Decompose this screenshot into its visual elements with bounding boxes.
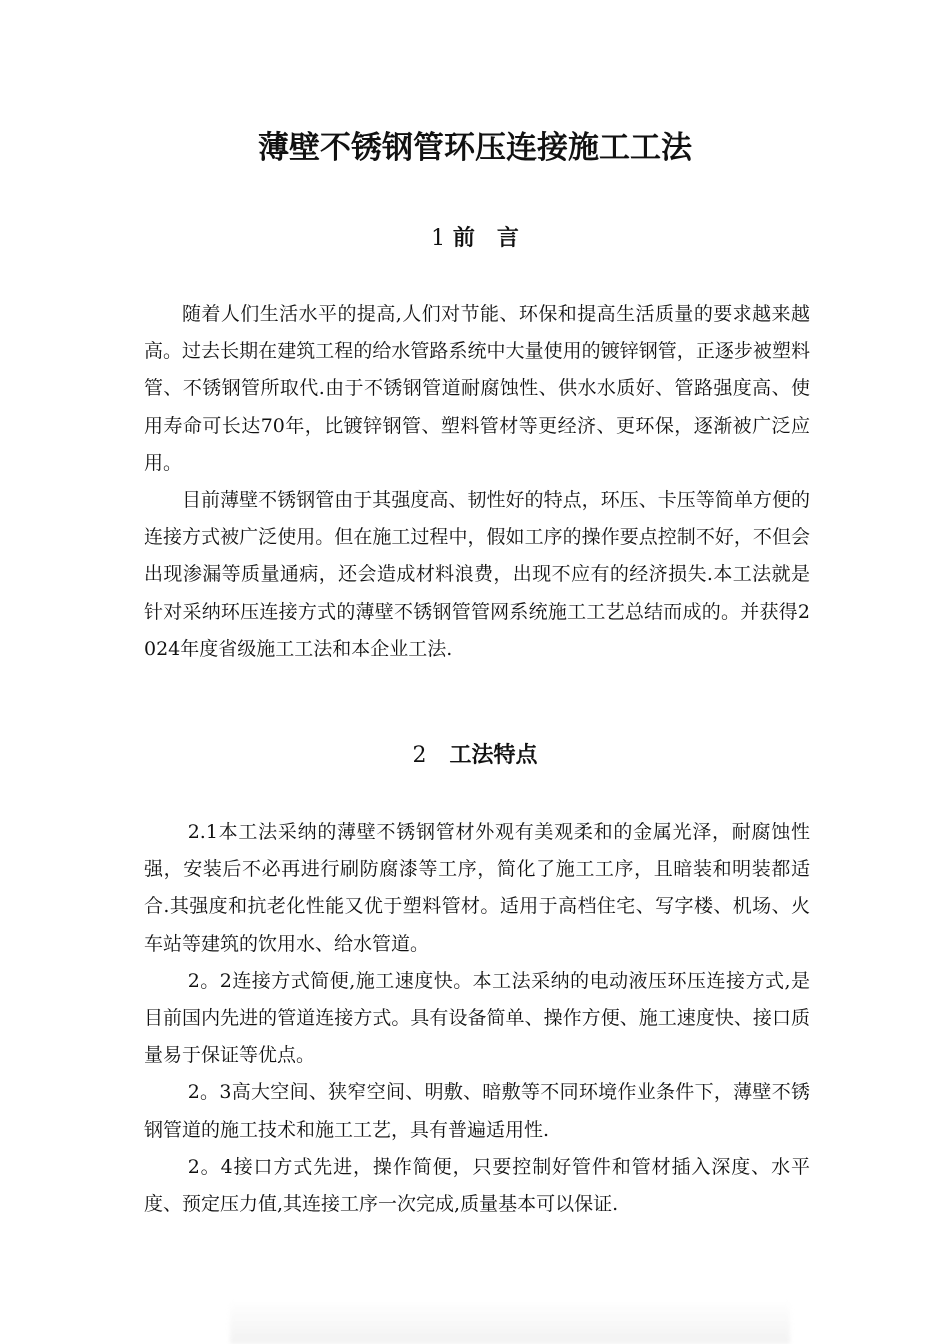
section-heading-text: 工法特点 xyxy=(449,743,538,768)
paragraph: 2。2连接方式简便,施工速度快。本工法采纳的电动液压环压连接方式,是目前国内先进的管道连接方式。具有设备简单、操作方便、施工速度快、接口质量易于保证等优点。 xyxy=(144,969,810,1067)
section-heading-1 xyxy=(0,223,950,255)
document-title: 薄壁不锈钢管环压连接施工工法 xyxy=(258,130,692,166)
paragraph: 目前薄壁不锈钢管由于其强度高、韧性好的特点，环压、卡压等简单方便的连接方式被广泛使用。但在施工过程中，假如工序的操作要点控制不好，不但会出现渗漏等质量通病，还会造成材料浪费，出现不应有的经济损失.本工法就是针对采纳环压连接方式的薄壁不锈钢管管网系统施工工艺总结而成的。并获得2024年度省级施工工法和本企业工法. xyxy=(144,489,810,660)
paragraph: 2.1本工法采纳的薄壁不锈钢管材外观有美观柔和的金属光泽，耐腐蚀性强，安装后不必再进行刷防腐漆等工序，简化了施工工序，且暗装和明装都适合.其强度和抗老化性能又优于塑料管材。适用于高档住宅、写字楼、机场、火车站等建筑的饮用水、给水管道。 xyxy=(144,821,810,955)
section-2-body xyxy=(144,814,810,1223)
paragraph: 2。4接口方式先进，操作简便，只要控制好管件和管材插入深度、水平度、预定压力值,其连接工序一次完成,质量基本可以保证. xyxy=(144,1155,810,1216)
section-heading-2 xyxy=(0,740,950,772)
section-number: 2 xyxy=(412,743,427,768)
section-1-body xyxy=(144,296,810,668)
next-page-bleed-through xyxy=(230,1300,790,1344)
section-heading-text: 前 言 xyxy=(452,226,519,251)
section-number: 1 xyxy=(431,226,446,251)
paragraph: 随着人们生活水平的提高,人们对节能、环保和提高生活质量的要求越来越高。过去长期在建筑工程的给水管路系统中大量使用的镀锌钢管，正逐步被塑料管、不锈钢管所取代.由于不锈钢管道耐腐蚀性、供水水质好、管路强度高、使用寿命可长达70年，比镀锌钢管、塑料管材等更经济、更环保，逐渐被广泛应用。 xyxy=(144,303,810,474)
paragraph: 2。3高大空间、狭窄空间、明敷、暗敷等不同环境作业条件下，薄壁不锈钢管道的施工技术和施工工艺，具有普遍适用性. xyxy=(144,1081,810,1141)
